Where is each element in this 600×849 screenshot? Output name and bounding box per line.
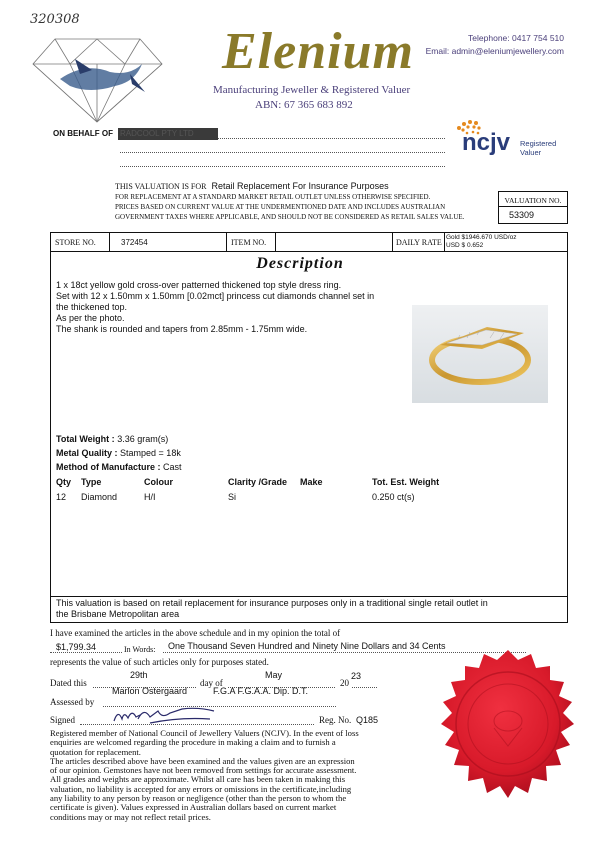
footer-p2-line-5: any liability to any person by reason or negligence (other than the person to whom the <box>50 793 347 804</box>
in-words-label: In Words: <box>124 645 156 654</box>
description-text <box>56 280 374 335</box>
day: 29th <box>130 670 148 680</box>
year: 23 <box>351 671 362 681</box>
description-line-4: As per the photo. <box>56 313 125 323</box>
valuation-purpose: Retail Replacement For Insurance Purposes <box>211 181 389 191</box>
store-value: 372454 <box>121 237 148 247</box>
reg-label: Reg. No. <box>319 715 352 725</box>
reg-no: Q185 <box>356 715 379 725</box>
valuation-no-box <box>498 191 568 224</box>
item-value <box>281 233 381 251</box>
rate-label: DAILY RATE <box>396 237 442 247</box>
valuation-for <box>115 181 389 191</box>
info-row <box>50 232 568 252</box>
footer-p2-line-1: The articles described above have been examined and the values given are an expression <box>50 755 355 766</box>
valuation-no-label: VALUATION NO. <box>504 196 562 205</box>
valuation-line-4: GOVERNMENT TAXES WHERE APPLICABLE, AND SHOULD NOT BE CONSIDERED AS RETAIL SALES VALUE. <box>115 213 465 221</box>
table-row-colour: H/I <box>144 492 156 502</box>
metal-quality-row <box>56 448 181 458</box>
footer-text <box>50 729 395 822</box>
method-label: Method of Manufacture : <box>56 462 161 472</box>
rate-values <box>446 234 516 250</box>
declaration-intro: I have examined the articles in the above schedule and in my opinion the total of <box>50 628 341 638</box>
valuation-note <box>56 598 488 620</box>
footer-p1-line-1: Registered member of National Council of Jewellery Valuers (NCJV). In the event of loss <box>50 728 359 738</box>
total-weight-label: Total Weight : <box>56 434 115 444</box>
table-row-weight: 0.250 ct(s) <box>372 492 415 502</box>
footer-p2-line-4: valuation, no liability is accepted for any errors or omissions in the certificate,including <box>50 783 352 794</box>
ncjv-logo <box>453 116 573 161</box>
diamond-logo-icon <box>30 34 165 124</box>
metal-quality-value: Stamped = 18k <box>120 448 181 458</box>
represents: represents the value of such articles only for purposes stated. <box>50 657 269 667</box>
ncjv-registered-text: Registered <box>520 139 557 148</box>
behalf-name-redacted: RADCOOL PTY LTD <box>118 128 218 140</box>
total-weight-row <box>56 434 168 444</box>
footer-p1-line-2: enquiries are welcomed regarding the procedure in making a claim and to furnish a <box>50 737 336 748</box>
note-line-2: the Brisbane Metropolitan area <box>56 609 180 619</box>
behalf-line-2 <box>120 152 445 153</box>
description-line-3: the thickened top. <box>56 302 128 312</box>
footer-p2-line-2: of our opinion. Gemstones have not been removed from settings for accurate assessment. <box>50 765 357 776</box>
metal-quality-label: Metal Quality : <box>56 448 118 458</box>
stone-table-header-weight: Tot. Est. Weight <box>372 477 440 487</box>
ring-photo <box>412 305 548 403</box>
handwritten-reference: 320308 <box>30 12 80 27</box>
month: May <box>265 670 283 680</box>
note-divider <box>50 596 568 597</box>
valuation-no: 53309 <box>509 210 535 220</box>
stone-table-header-type: Type <box>81 477 102 487</box>
footer-p1-line-3: quotation for replacement. <box>50 746 141 757</box>
amount-line <box>50 652 122 653</box>
email: Email: admin@eleniumjewellery.com <box>425 46 564 56</box>
stone-table-header-qty: Qty <box>56 477 72 487</box>
item-label: ITEM NO. <box>231 237 267 247</box>
amount: $1,799.34 <box>56 642 97 652</box>
description-heading: Description <box>256 255 344 272</box>
day-of-label: day of <box>200 678 223 688</box>
telephone: Telephone: 0417 754 510 <box>468 33 564 43</box>
signature-icon <box>110 703 220 727</box>
behalf-label: ON BEHALF OF <box>53 129 113 138</box>
info-divider-1 <box>109 233 110 251</box>
dated-label: Dated this <box>50 678 87 688</box>
footer-p2-line-6: certificate is given). Values expressed in Australian dollars based on current market <box>50 802 337 813</box>
info-divider-3 <box>275 233 276 251</box>
valuation-for-label: THIS VALUATION IS FOR <box>115 182 207 191</box>
description-line-1: 1 x 18ct yellow gold cross-over patterned thickened top style dress ring. <box>56 280 342 290</box>
brand-subtitle: Manufacturing Jeweller & Registered Valuer <box>213 84 411 96</box>
year-line <box>352 687 377 688</box>
note-line-1: This valuation is based on retail replacement for insurance purposes only in a traditional single retail outlet in <box>56 598 488 608</box>
table-row-clarity: Si <box>228 492 237 502</box>
assessor-qualifications: F.G.A F.G.A.A. Dip. D.T. <box>213 686 309 696</box>
usd-rate: USD $ 0.652 <box>446 242 484 249</box>
stone-table-header-make: Make <box>300 477 323 487</box>
abn: ABN: 67 365 683 892 <box>255 99 353 111</box>
info-divider-5 <box>444 233 445 251</box>
stone-table-header-colour: Colour <box>144 477 173 487</box>
ncjv-text: ncjv <box>462 129 511 156</box>
footer-p2-line-3: All grades and weights are approximate. Whilst all care has been taken in making this <box>50 774 346 785</box>
valuation-line-3: PRICES BASED ON CURRENT VALUE AT THE UNDERMENTIONED DATE AND INCLUDES AUSTRALIAN <box>115 203 446 211</box>
info-divider-4 <box>392 233 393 251</box>
description-line-5: The shank is rounded and tapers from 2.85mm - 1.75mm wide. <box>56 324 308 334</box>
in-words: One Thousand Seven Hundred and Ninety Nine Dollars and 34 Cents <box>168 641 446 651</box>
table-row-qty: 12 <box>56 492 67 502</box>
method-row <box>56 462 182 472</box>
ncjv-valuer-text: Valuer <box>520 148 542 157</box>
signed-label: Signed <box>50 715 76 725</box>
total-weight-value: 3.36 gram(s) <box>117 434 169 444</box>
table-row-type: Diamond <box>81 492 118 502</box>
behalf-line-3 <box>120 166 445 167</box>
method-value: Cast <box>163 462 182 472</box>
ncjv-registered <box>520 139 556 157</box>
stone-table-header-clarity: Clarity /Grade <box>228 477 288 487</box>
footer-p2-line-7: conditions may or may not reflect retail prices. <box>50 811 211 822</box>
gold-rate: Gold $1946.670 USD/oz <box>446 234 517 241</box>
store-label: STORE NO. <box>55 237 96 247</box>
valuation-no-divider <box>499 192 567 207</box>
assessed-label: Assessed by <box>50 697 95 707</box>
year-prefix: 20 <box>340 678 349 688</box>
valuation-line-2: FOR REPLACEMENT AT A STANDARD MARKET RETAIL OUTLET UNLESS OTHERWISE SPECIFIED. <box>115 193 431 201</box>
description-line-2: Set with 12 x 1.50mm x 1.50mm [0.02mct] princess cut diamonds channel set in <box>56 291 375 301</box>
wax-seal-icon <box>428 646 588 816</box>
assessor-name: Marlon Ostergaard <box>112 686 188 696</box>
brand-logo: Elenium <box>222 23 414 80</box>
info-divider-2 <box>226 233 227 251</box>
